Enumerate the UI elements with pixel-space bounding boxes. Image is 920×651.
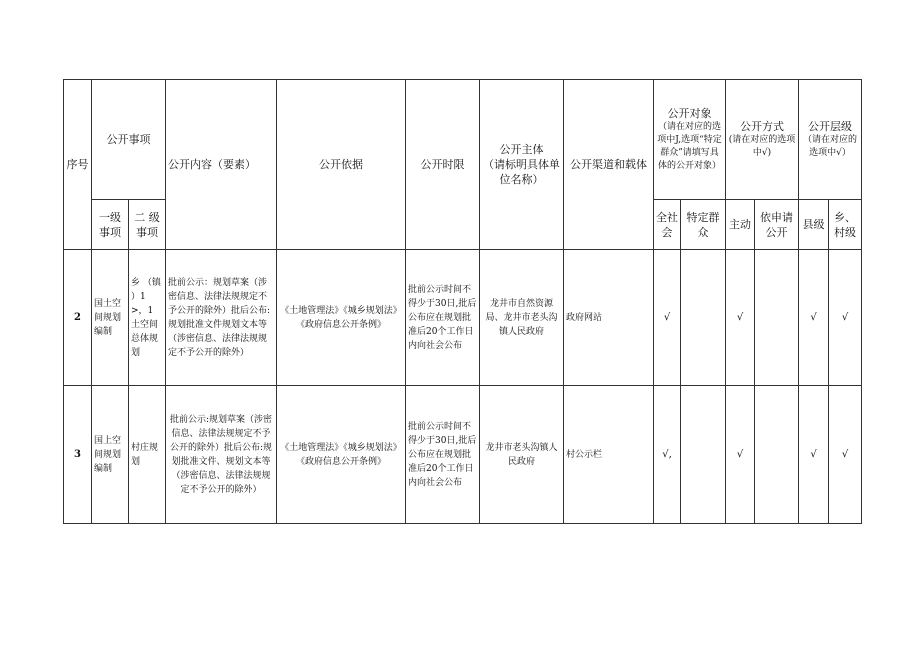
row-active-mark: √ bbox=[726, 386, 755, 524]
row-subject: 龙井市自然资源局、龙井市老头沟镇人民政府 bbox=[480, 250, 564, 386]
header-target-all: 全社会 bbox=[654, 200, 681, 250]
row-basis: 《土地管理法》《城乡规划法》《政府信息公开条例》 bbox=[277, 386, 406, 524]
row-l2: 村庄规划 bbox=[129, 386, 166, 524]
header-level-note: （请在对应的选项中√） bbox=[803, 135, 858, 158]
header-level-title: 公开层级 bbox=[808, 120, 853, 133]
row-channel: 政府网站 bbox=[564, 250, 654, 386]
header-target-title: 公开对象 bbox=[667, 107, 712, 120]
row-town-mark: √ bbox=[829, 386, 862, 524]
row-l1: 国上空间规划编制 bbox=[92, 386, 129, 524]
header-target bbox=[654, 80, 726, 200]
header-deadline: 公开时限 bbox=[406, 80, 480, 250]
row-deadline: 批前公示时间不得少于30日,批后公布应在规划批准后20个工作日内向社会公布 bbox=[406, 250, 480, 386]
row-content: 批前公示：规划草案（涉密信息、法律法规规定不予公开的除外）批后公布:规划批准文件规划文本等（涉密信息、法律法规规定不予公开的除外） bbox=[166, 250, 277, 386]
row-county-mark: √ bbox=[799, 386, 829, 524]
header-method-note: (请在对应的选项中√) bbox=[728, 135, 796, 158]
row-channel: 村公示栏 bbox=[564, 386, 654, 524]
header-content: 公开内容（要素） bbox=[166, 80, 277, 250]
header-channel: 公开渠道和载体 bbox=[564, 80, 654, 250]
header-subject-note: （请标明具体单位名称） bbox=[483, 158, 560, 186]
row-county-mark: √ bbox=[799, 250, 829, 386]
header-subject-title: 公开主体 bbox=[499, 143, 544, 156]
header-item-l1: 一级事项 bbox=[92, 200, 129, 250]
row-deadline: 批前公示时间不得少于30日,批后公布应在规划批准后20个工作日内向社会公布 bbox=[406, 386, 480, 524]
row-request-mark bbox=[755, 386, 799, 524]
row-specific-mark bbox=[681, 386, 726, 524]
header-method-title: 公开方式 bbox=[740, 120, 784, 133]
row-seq: 2 bbox=[64, 250, 92, 386]
table-row bbox=[64, 386, 862, 524]
disclosure-table bbox=[63, 79, 862, 524]
row-active-mark: √ bbox=[726, 250, 755, 386]
row-town-mark: √ bbox=[829, 250, 862, 386]
header-method-request: 依申请公开 bbox=[755, 200, 799, 250]
row-l1: 国土空间规划编制 bbox=[92, 250, 129, 386]
table-row bbox=[64, 250, 862, 386]
row-l2: 乡 （镇 ）1 >，1 土空间总体规划 bbox=[129, 250, 166, 386]
header-target-specific: 特定群众 bbox=[681, 200, 726, 250]
row-all-mark: √ bbox=[654, 250, 681, 386]
header-level bbox=[799, 80, 862, 200]
header-method bbox=[726, 80, 799, 200]
header-subject bbox=[480, 80, 564, 250]
row-seq: 3 bbox=[64, 386, 92, 524]
row-content: 批前公示:规划草案（涉密信息、法律法规规定不予公开的除外）批后公布:规划批准文件、规划文本等（涉密信息、法律法规规定不予公开的除外） bbox=[166, 386, 277, 524]
row-request-mark bbox=[755, 250, 799, 386]
header-level-county: 县级 bbox=[799, 200, 829, 250]
header-method-active: 主动 bbox=[726, 200, 755, 250]
row-specific-mark bbox=[681, 250, 726, 386]
header-level-town: 乡、村级 bbox=[829, 200, 862, 250]
header-basis: 公开依据 bbox=[277, 80, 406, 250]
header-seq: 序号 bbox=[64, 80, 92, 250]
header-item-l2: 二 级事项 bbox=[129, 200, 166, 250]
header-item: 公开事项 bbox=[92, 80, 166, 200]
row-subject: 龙井市老头沟镇人民政府 bbox=[480, 386, 564, 524]
row-basis: 《土地管理法》《城乡规划法》《政府信息公开条例》 bbox=[277, 250, 406, 386]
row-all-mark: √, bbox=[654, 386, 681, 524]
header-target-note: （请在对应的选项中J,选项“特定群众”请填写具体的公开对象） bbox=[657, 122, 722, 171]
